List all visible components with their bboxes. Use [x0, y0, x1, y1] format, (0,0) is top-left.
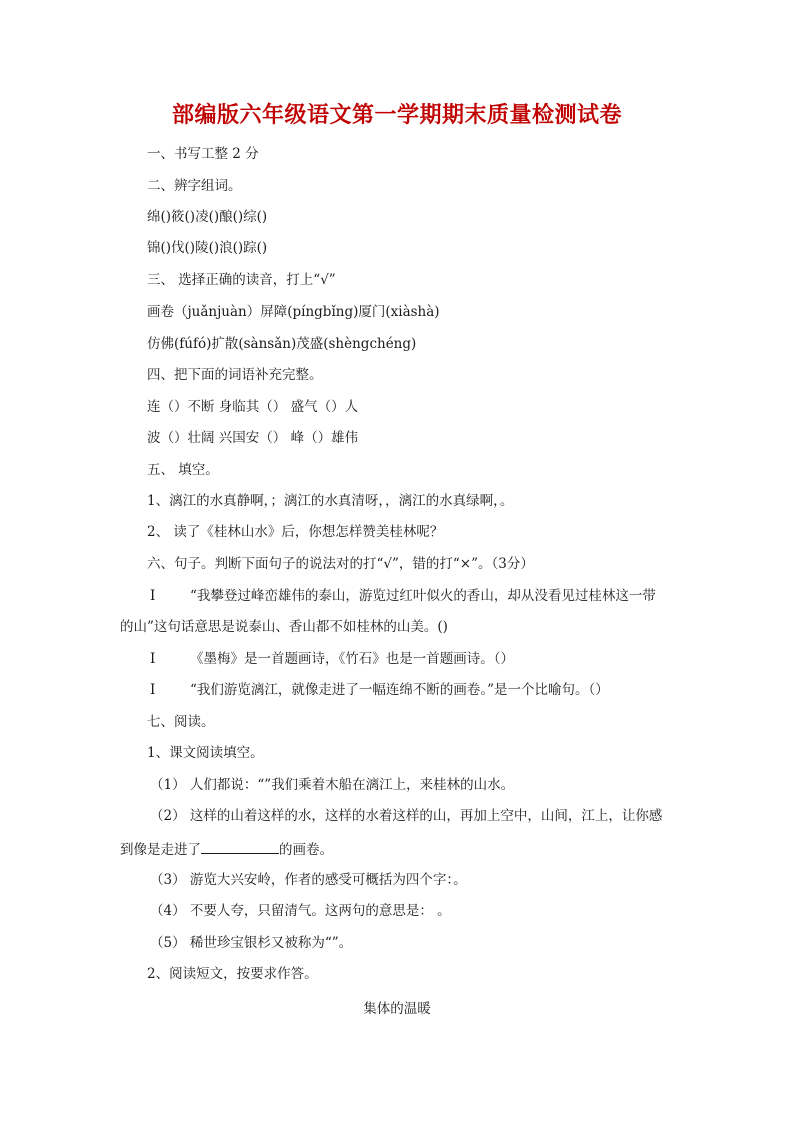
reading-sub-2: 2、阅读短文，按要求作答。 — [147, 966, 318, 982]
fill-item-2: 2、 读了《桂林山水》后，你想怎样赞美桂林呢？ — [147, 524, 444, 540]
reading-q2: （2） 这样的山着这样的水，这样的水着这样的山，再加上空中，山间，江上，让你感 — [150, 808, 663, 824]
reading-q2-cont — [120, 839, 333, 859]
section-pronunciation: 三、 选择正确的读音，打上“√” — [147, 272, 336, 288]
section-fill-blanks: 五、 填空。 — [147, 462, 219, 478]
section-sentences: 六、句子。判断下面句子的说法对的打“√”，错的打“×”。（3分） — [147, 556, 534, 572]
char-row-2: 锦()伐()陵()浪()踪() — [147, 240, 268, 256]
reading-q2-prefix: 到像是走进了 — [120, 842, 201, 858]
reading-q2-suffix: 的画卷。 — [279, 842, 333, 858]
section-handwriting: 一、书写工整 2 分 — [147, 146, 259, 162]
fill-item-1: 1、漓江的水真静啊，；漓江的水真清呀，，漓江的水真绿啊，。 — [147, 493, 514, 509]
section-reading: 七、阅读。 — [147, 714, 215, 730]
section-complete-words: 四、把下面的词语补充完整。 — [147, 367, 323, 383]
judge-item-1-cont: 的山”这句话意思是说泰山、香山都不如桂林的山美。() — [120, 619, 448, 635]
passage-title: 集体的温暖 — [363, 1001, 431, 1017]
reading-sub-1: 1、课文阅读填空。 — [147, 745, 264, 761]
judge-marker: I — [150, 588, 156, 604]
judge-item-2-text: 《墨梅》是一首题画诗，《竹石》也是一首题画诗。（） — [190, 651, 514, 667]
judge-marker: I — [150, 651, 156, 667]
reading-q4: （4） 不要人夸，只留清气。这两句的意思是： 。 — [150, 903, 451, 919]
exam-title: 部编版六年级语文第一学期期末质量检测试卷 — [171, 103, 622, 128]
words-row-1: 连（）不断 身临其（） 盛气（）人 — [147, 399, 359, 415]
answer-blank[interactable] — [201, 839, 279, 854]
words-row-2: 波（）壮阔 兴国安（） 峰（）雄伟 — [147, 430, 359, 446]
judge-item-2 — [150, 650, 514, 668]
pronunciation-row-1: 画卷（juǎnjuàn）屏障(píngbǐng)厦门(xiàshà) — [147, 304, 440, 320]
judge-item-1 — [150, 587, 656, 605]
judge-item-3 — [150, 681, 609, 699]
reading-q3: （3） 游览大兴安岭，作者的感受可概括为四个字：。 — [150, 872, 467, 888]
char-row-1: 绵()筱()凌()酿()综() — [147, 209, 268, 225]
reading-q5: （5） 稀世珍宝银杉又被称为“”。 — [150, 935, 353, 951]
judge-item-3-text: “我们游览漓江，就像走进了一幅连绵不断的画卷。”是一个比喻句。（） — [190, 682, 609, 698]
reading-q1: （1） 人们都说：“”我们乘着木船在漓江上，来桂林的山水。 — [150, 777, 515, 793]
judge-item-1-text: “我攀登过峰峦雄伟的泰山，游览过红叶似火的香山，却从没看见过桂林这一带 — [190, 588, 656, 604]
section-char-words: 二、辨字组词。 — [147, 178, 242, 194]
pronunciation-row-2: 仿佛(fúfó)扩散(sànsǎn)茂盛(shèngchéng) — [147, 336, 417, 352]
judge-marker: I — [150, 682, 156, 698]
